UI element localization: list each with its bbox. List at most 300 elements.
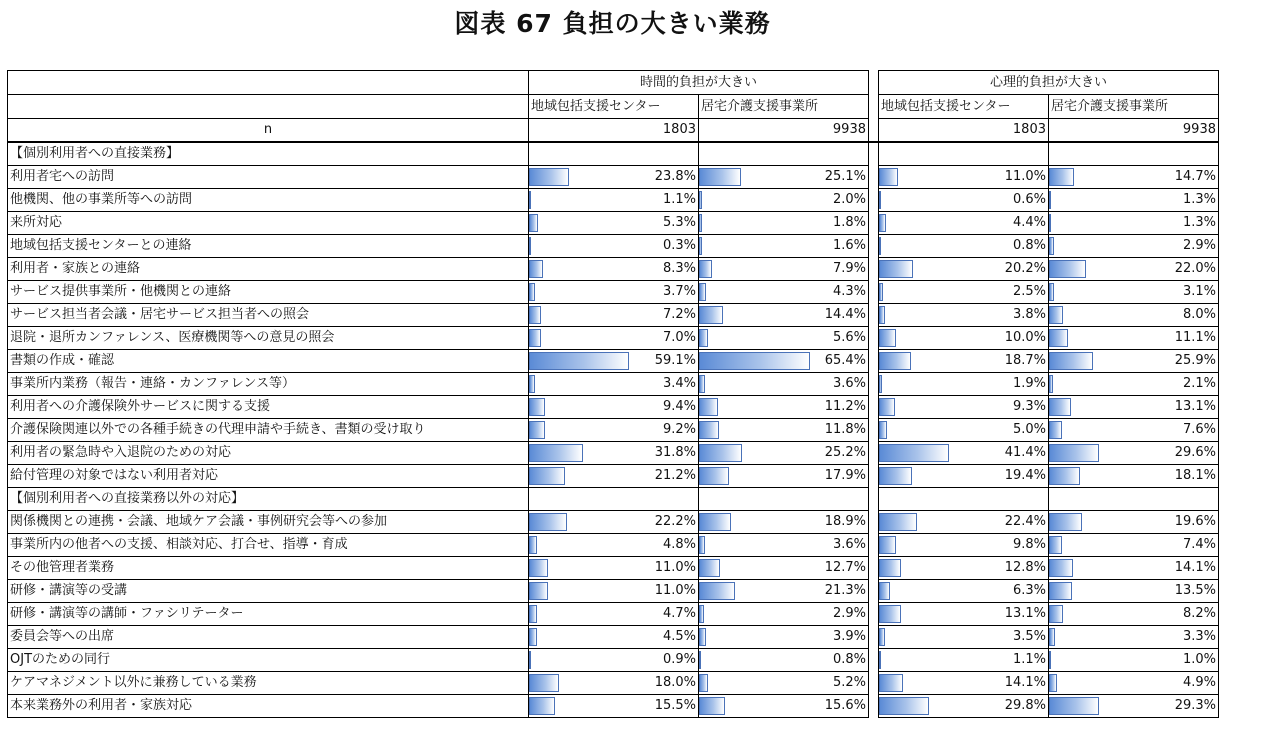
data-bar [879,513,917,531]
corner-cell [8,95,529,119]
value-cell [699,557,869,580]
data-bar [1049,306,1063,324]
column-header: 居宅介護支援事業所 [699,95,869,119]
table-row [8,258,1219,281]
column-gap [869,142,879,166]
data-bar [879,605,901,623]
value-label: 4.5% [662,629,696,644]
data-bar [529,651,531,669]
column-gap [869,695,879,718]
value-cell [879,258,1049,281]
data-bar [879,467,912,485]
value-cell [1049,189,1219,212]
value-label: 22.4% [1004,514,1046,529]
column-gap [869,71,879,95]
value-label: 7.2% [662,307,696,322]
value-cell [529,350,699,373]
group-header-psych: 心理的負担が大きい [879,71,1219,95]
data-bar [699,467,729,485]
row-label: 委員会等への出席 [8,626,529,649]
value-cell [529,511,699,534]
value-cell [879,235,1049,258]
data-bar [879,237,881,255]
row-label: 給付管理の対象ではない利用者対応 [8,465,529,488]
value-label: 1.3% [1182,215,1216,230]
table-row [8,304,1219,327]
row-label: 本来業務外の利用者・家族対応 [8,695,529,718]
data-bar [1049,513,1082,531]
column-gap [869,465,879,488]
value-label: 0.8% [1012,238,1046,253]
value-cell [699,327,869,350]
data-bar [1049,674,1057,692]
column-gap [869,534,879,557]
data-bar [879,283,883,301]
column-header-row [8,95,1219,119]
data-bar [699,352,810,370]
column-gap [869,649,879,672]
table-row [8,189,1219,212]
data-bar [1049,628,1055,646]
chart-title: 図表 67 負担の大きい業務 [454,9,771,38]
value-cell [699,442,869,465]
row-label: サービス担当者会議・居宅サービス担当者への照会 [8,304,529,327]
data-bar [529,444,583,462]
value-label: 3.6% [832,537,866,552]
value-label: 2.0% [832,192,866,207]
value-cell [699,212,869,235]
value-label: 15.6% [824,698,866,713]
data-bar [1049,697,1099,715]
value-label: 18.9% [824,514,866,529]
value-label: 3.9% [832,629,866,644]
value-cell [529,695,699,718]
data-bar [1049,559,1073,577]
value-cell [699,626,869,649]
value-cell [1049,258,1219,281]
table-row [8,534,1219,557]
column-gap [869,488,879,511]
data-bar [879,582,890,600]
value-cell [1049,304,1219,327]
column-gap [869,327,879,350]
value-cell [1049,695,1219,718]
group-header-time: 時間的負担が大きい [529,71,869,95]
data-bar [699,306,723,324]
section-title: 【個別利用者への直接業務】 [8,142,529,166]
value-label: 11.0% [654,583,696,598]
data-bar [1049,582,1072,600]
value-cell [1049,534,1219,557]
row-label: 地域包括支援センターとの連絡 [8,235,529,258]
data-bar [879,674,903,692]
data-bar [879,651,881,669]
data-bar [1049,467,1080,485]
value-cell [699,534,869,557]
value-cell [879,626,1049,649]
value-label: 3.5% [1012,629,1046,644]
column-gap [869,603,879,626]
data-bar [1049,605,1063,623]
value-cell [879,212,1049,235]
data-bar [699,444,742,462]
value-label: 2.9% [1182,238,1216,253]
value-label: 19.4% [1004,468,1046,483]
value-label: 1.3% [1182,192,1216,207]
empty-cell [529,488,699,511]
value-cell [879,419,1049,442]
corner-cell [8,71,529,95]
value-cell [699,511,869,534]
data-bar [1049,168,1074,186]
data-bar [879,375,882,393]
value-label: 1.1% [662,192,696,207]
table-row [8,442,1219,465]
value-cell [879,580,1049,603]
value-cell [699,695,869,718]
value-label: 23.8% [654,169,696,184]
table-row [8,212,1219,235]
column-gap [869,235,879,258]
value-cell [879,465,1049,488]
value-label: 21.3% [824,583,866,598]
value-cell [1049,396,1219,419]
value-label: 2.9% [832,606,866,621]
value-label: 0.8% [832,652,866,667]
value-cell [879,373,1049,396]
value-cell [879,166,1049,189]
data-bar [529,214,538,232]
value-label: 19.6% [1174,514,1216,529]
table-row [8,511,1219,534]
value-label: 1.8% [832,215,866,230]
value-label: 1.9% [1012,376,1046,391]
data-bar [699,398,718,416]
value-cell [1049,350,1219,373]
data-bar [529,168,569,186]
row-label: ケアマネジメント以外に兼務している業務 [8,672,529,695]
value-cell [529,419,699,442]
data-bar [529,674,559,692]
row-label: 利用者宅への訪問 [8,166,529,189]
n-label: n [8,119,529,143]
value-label: 22.0% [1174,261,1216,276]
value-cell [529,603,699,626]
data-bar [699,582,735,600]
data-bar [879,559,901,577]
value-cell [699,350,869,373]
value-cell [879,281,1049,304]
row-label: 事業所内の他者への支援、相談対応、打合せ、指導・育成 [8,534,529,557]
value-label: 9.4% [662,399,696,414]
value-label: 11.1% [1174,330,1216,345]
group-header-row [8,71,1219,95]
data-bar [1049,651,1051,669]
value-label: 7.9% [832,261,866,276]
row-label: 介護保険関連以外での各種手続きの代理申請や手続き、書類の受け取り [8,419,529,442]
value-label: 18.0% [654,675,696,690]
value-cell [529,235,699,258]
data-bar [879,260,913,278]
value-label: 13.1% [1174,399,1216,414]
value-label: 18.7% [1004,353,1046,368]
value-label: 11.2% [824,399,866,414]
data-bar [529,513,567,531]
table-row [8,626,1219,649]
value-cell [529,465,699,488]
value-label: 29.3% [1174,698,1216,713]
value-label: 1.1% [1012,652,1046,667]
value-label: 14.4% [824,307,866,322]
value-label: 11.0% [654,560,696,575]
value-cell [529,672,699,695]
value-label: 29.8% [1004,698,1046,713]
row-label: 研修・講演等の講師・ファシリテーター [8,603,529,626]
value-cell [879,442,1049,465]
table-row [8,373,1219,396]
column-gap [869,304,879,327]
value-label: 0.9% [662,652,696,667]
value-label: 8.2% [1182,606,1216,621]
value-label: 7.6% [1182,422,1216,437]
value-cell [699,189,869,212]
row-label: 利用者の緊急時や入退院のための対応 [8,442,529,465]
value-cell [879,534,1049,557]
value-label: 14.1% [1004,675,1046,690]
value-label: 4.9% [1182,675,1216,690]
data-bar [879,536,896,554]
value-label: 9.8% [1012,537,1046,552]
value-cell [529,189,699,212]
value-cell [879,189,1049,212]
data-bar [1049,260,1086,278]
value-label: 2.5% [1012,284,1046,299]
data-bar [699,628,706,646]
value-cell [529,327,699,350]
value-cell [879,603,1049,626]
value-cell [699,258,869,281]
column-gap [869,557,879,580]
section-title: 【個別利用者への直接業務以外の対応】 [8,488,529,511]
value-cell [879,672,1049,695]
value-label: 5.2% [832,675,866,690]
burden-table [7,70,1219,718]
value-cell [1049,672,1219,695]
column-gap [869,95,879,119]
data-bar [699,421,719,439]
row-label: 退院・退所カンファレンス、医療機関等への意見の照会 [8,327,529,350]
value-cell [1049,166,1219,189]
value-cell [699,419,869,442]
data-bar [699,651,701,669]
value-label: 9.3% [1012,399,1046,414]
column-gap [869,258,879,281]
n-value: 1803 [879,119,1049,143]
empty-cell [699,488,869,511]
value-label: 17.9% [824,468,866,483]
row-label: 関係機関との連携・会議、地域ケア会議・事例研究会等への参加 [8,511,529,534]
value-label: 10.0% [1004,330,1046,345]
value-cell [529,396,699,419]
value-label: 21.2% [654,468,696,483]
value-cell [1049,580,1219,603]
value-label: 29.6% [1174,445,1216,460]
data-bar [699,191,702,209]
table-row [8,672,1219,695]
data-bar [529,536,537,554]
table-row [8,281,1219,304]
value-label: 0.3% [662,238,696,253]
value-label: 1.0% [1182,652,1216,667]
data-bar [529,467,565,485]
data-bar [529,306,541,324]
value-label: 3.8% [1012,307,1046,322]
data-bar [529,352,629,370]
value-label: 7.4% [1182,537,1216,552]
value-cell [879,649,1049,672]
table-row [8,465,1219,488]
column-gap [869,442,879,465]
value-label: 7.0% [662,330,696,345]
data-bar [529,283,535,301]
value-cell [879,511,1049,534]
value-cell [1049,235,1219,258]
value-label: 0.6% [1012,192,1046,207]
data-bar [699,674,708,692]
column-gap [869,350,879,373]
data-bar [879,444,949,462]
value-cell [529,281,699,304]
data-bar [699,559,720,577]
column-gap [869,511,879,534]
table-row [8,695,1219,718]
value-label: 25.2% [824,445,866,460]
value-cell [699,373,869,396]
data-bar [699,260,712,278]
value-cell [529,166,699,189]
column-header: 地域包括支援センター [529,95,699,119]
value-label: 13.1% [1004,606,1046,621]
value-cell [879,695,1049,718]
value-label: 15.5% [654,698,696,713]
value-label: 2.1% [1182,376,1216,391]
value-label: 14.7% [1174,169,1216,184]
value-label: 4.3% [832,284,866,299]
value-label: 3.7% [662,284,696,299]
value-label: 25.1% [824,169,866,184]
data-bar [879,398,895,416]
value-cell [529,534,699,557]
data-bar [1049,191,1051,209]
data-bar [1049,375,1053,393]
data-bar [879,628,885,646]
value-cell [529,626,699,649]
value-cell [879,557,1049,580]
column-gap [869,626,879,649]
data-bar [529,191,531,209]
value-cell [1049,465,1219,488]
data-bar [699,697,725,715]
data-bar [529,375,535,393]
value-label: 9.2% [662,422,696,437]
value-cell [1049,511,1219,534]
column-gap [869,672,879,695]
column-gap [869,166,879,189]
data-bar [879,421,887,439]
value-label: 41.4% [1004,445,1046,460]
value-cell [1049,603,1219,626]
value-cell [529,580,699,603]
value-cell [1049,557,1219,580]
empty-cell [1049,488,1219,511]
empty-cell [879,488,1049,511]
column-gap [869,580,879,603]
data-bar [699,168,741,186]
data-bar [879,352,911,370]
value-cell [879,327,1049,350]
data-bar [879,697,929,715]
data-bar [699,513,731,531]
value-label: 3.1% [1182,284,1216,299]
value-cell [699,580,869,603]
value-label: 4.7% [662,606,696,621]
value-cell [699,396,869,419]
column-gap [869,419,879,442]
data-bar [529,398,545,416]
data-bar [879,191,881,209]
data-bar [1049,352,1093,370]
table-row [8,649,1219,672]
value-label: 59.1% [654,353,696,368]
value-label: 5.0% [1012,422,1046,437]
value-cell [1049,419,1219,442]
value-label: 1.6% [832,238,866,253]
value-cell [699,281,869,304]
data-bar [529,237,531,255]
empty-cell [699,142,869,166]
data-bar [699,283,706,301]
empty-cell [1049,142,1219,166]
data-bar [529,329,541,347]
data-bar [529,260,543,278]
column-gap [869,189,879,212]
data-bar [529,605,537,623]
value-cell [1049,327,1219,350]
value-label: 11.8% [824,422,866,437]
value-cell [699,235,869,258]
value-label: 25.9% [1174,353,1216,368]
table-row [8,166,1219,189]
value-label: 3.4% [662,376,696,391]
data-bar [699,329,708,347]
table-row [8,396,1219,419]
value-label: 11.0% [1004,169,1046,184]
data-bar [1049,444,1099,462]
value-label: 31.8% [654,445,696,460]
value-cell [879,350,1049,373]
data-bar [879,306,885,324]
row-label: 来所対応 [8,212,529,235]
value-label: 5.3% [662,215,696,230]
data-bar [1049,536,1062,554]
value-label: 22.2% [654,514,696,529]
data-bar [529,582,548,600]
n-value: 1803 [529,119,699,143]
data-bar [699,375,705,393]
data-bar [1049,421,1062,439]
table-row [8,327,1219,350]
value-cell [1049,649,1219,672]
